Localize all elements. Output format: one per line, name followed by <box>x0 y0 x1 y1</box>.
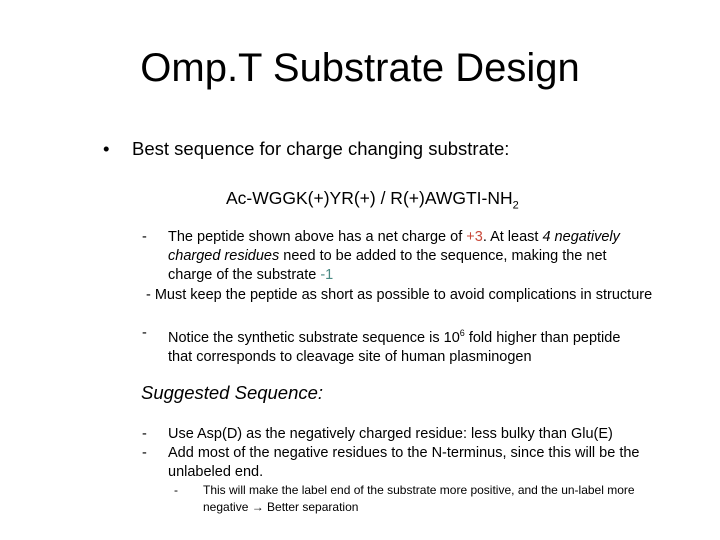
note-body: - Must keep the peptide as short as possible to avoid complications in structure <box>146 287 653 303</box>
slide-title: Omp.T Substrate Design <box>140 46 580 90</box>
note-short-peptide <box>146 286 653 305</box>
suggested-heading: Suggested Sequence: <box>141 382 324 403</box>
peptide-sequence <box>226 186 519 218</box>
note-dash: - <box>142 229 147 245</box>
bullet-marker: • <box>103 138 110 159</box>
note-dash: - <box>142 325 147 341</box>
sub-suggestion-text: This will make the label end of the substrate more positive, and the un-label more negative → Better separation <box>203 483 635 514</box>
suggestion-dash: - <box>142 426 147 442</box>
bullet-text: Best sequence for charge changing substrate: <box>132 138 510 159</box>
sub-suggestion-dash: - <box>174 483 178 497</box>
arrow-right-icon: → <box>251 500 264 514</box>
charge-plus: +3 <box>466 229 483 245</box>
note-body: The peptide shown above has a net charge of +3. At least 4 negatively charged residues need to be added to the sequence, making the net charge of the substrate -1 <box>168 229 620 283</box>
sequence-subscript: 2 <box>512 199 519 212</box>
sequence-text: Ac-WGGK(+)YR(+) / R(+)AWGTI-NH <box>226 188 513 208</box>
suggestion-dash: - <box>142 445 147 461</box>
suggestion-text: Use Asp(D) as the negatively charged residue: less bulky than Glu(E) <box>168 426 613 442</box>
note-body: Notice the synthetic substrate sequence is $10^6$ fold higher than peptide that corresponds to cleavage site of human plasminogen <box>168 328 621 365</box>
charge-minus: -1 <box>320 267 334 283</box>
suggestion-text: Add most of the negative residues to the N-terminus, since this will be the unlabeled end. <box>168 445 640 480</box>
